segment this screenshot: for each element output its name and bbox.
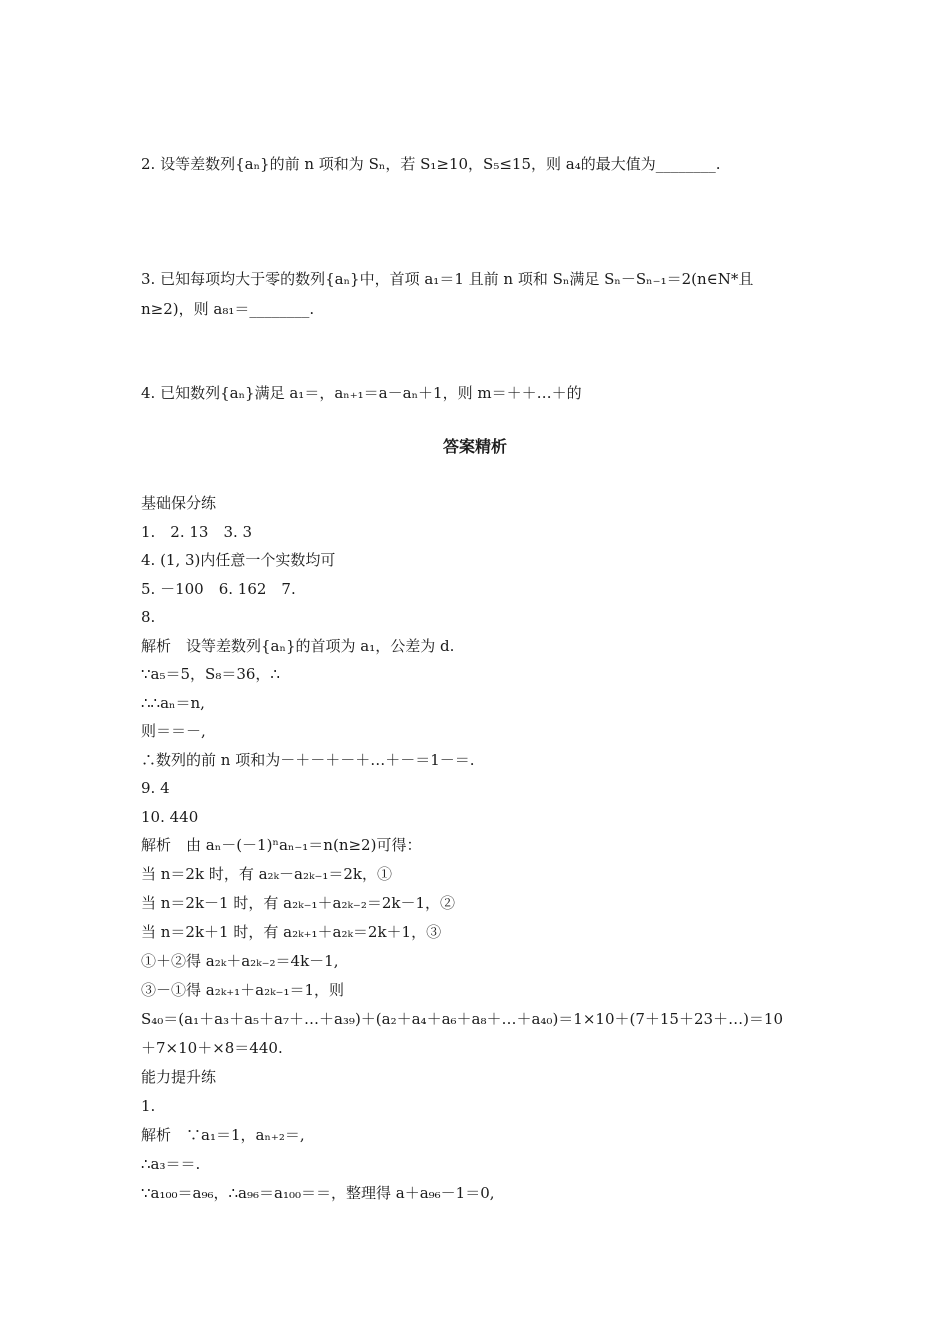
section-header-advanced: 能力提升练 xyxy=(141,1068,217,1086)
question-4: 4. 已知数列{aₙ}满足 a₁＝，aₙ₊₁＝a－aₙ＋1，则 m＝＋＋…＋的 xyxy=(141,384,582,402)
section-header-basic: 基础保分练 xyxy=(141,494,217,512)
answer-line: S₄₀＝(a₁＋a₃＋a₅＋a₇＋…＋a₃₉)＋(a₂＋a₄＋a₆＋a₈＋…＋a₄₀)＝1×10＋(7＋15＋23＋…)＝10 xyxy=(141,1010,784,1028)
question-3-line-2: n≥2)，则 a₈₁＝________. xyxy=(141,300,315,318)
question-3-line-1: 3. 已知每项均大于零的数列{aₙ}中，首项 a₁＝1 且前 n 项和 Sₙ满足 Sₙ－Sₙ₋₁＝2(n∈N*且 xyxy=(141,270,754,288)
answer-line: 解析 设等差数列{aₙ}的首项为 a₁，公差为 d. xyxy=(141,637,455,655)
answer-line: ∵a₁₀₀＝a₉₆，∴a₉₆＝a₁₀₀＝＝，整理得 a＋a₉₆－1＝0, xyxy=(141,1184,495,1202)
answer-line: ①＋②得 a₂ₖ＋a₂ₖ₋₂＝4k－1, xyxy=(141,952,339,970)
answer-title: 答案精析 xyxy=(442,437,507,456)
answer-line: 当 n＝2k－1 时，有 a₂ₖ₋₁＋a₂ₖ₋₂＝2k－1，② xyxy=(141,894,456,912)
answer-line: 解析 ∵a₁＝1，aₙ₊₂＝, xyxy=(141,1126,305,1144)
answer-line: 10. 440 xyxy=(141,808,199,826)
answer-line: ＋7×10＋×8＝440. xyxy=(141,1039,283,1057)
answer-line: ∴∴aₙ＝n, xyxy=(141,694,205,712)
answer-line: ∴a₃＝＝. xyxy=(141,1155,201,1173)
answer-line: 9. 4 xyxy=(141,779,170,797)
answer-line: 解析 由 aₙ－(－1)ⁿaₙ₋₁＝n(n≥2)可得： xyxy=(141,836,422,854)
answer-line: ③－①得 a₂ₖ₊₁＋a₂ₖ₋₁＝1，则 xyxy=(141,981,345,999)
answer-line: 当 n＝2k＋1 时，有 a₂ₖ₊₁＋a₂ₖ＝2k＋1，③ xyxy=(141,923,442,941)
answer-line: 则＝＝－, xyxy=(141,722,206,740)
answer-line: 当 n＝2k 时，有 a₂ₖ－a₂ₖ₋₁＝2k，① xyxy=(141,865,393,883)
answer-line: 1. 2. 13 3. 3 xyxy=(141,523,253,541)
answer-line: 4. (1, 3)内任意一个实数均可 xyxy=(141,551,336,569)
answer-line: ∴数列的前 n 项和为－＋－＋－＋…＋－＝1－＝. xyxy=(141,751,475,769)
answer-line: 1. xyxy=(141,1097,156,1115)
answer-line: ∵a₅＝5，S₈＝36，∴ xyxy=(141,665,280,683)
question-2: 2. 设等差数列{aₙ}的前 n 项和为 Sₙ，若 S₁≥10，S₅≤15，则 a₄的最大值为________. xyxy=(141,155,721,173)
answer-line: 8. xyxy=(141,608,156,626)
answer-line: 5. －100 6. 162 7. xyxy=(141,580,296,598)
